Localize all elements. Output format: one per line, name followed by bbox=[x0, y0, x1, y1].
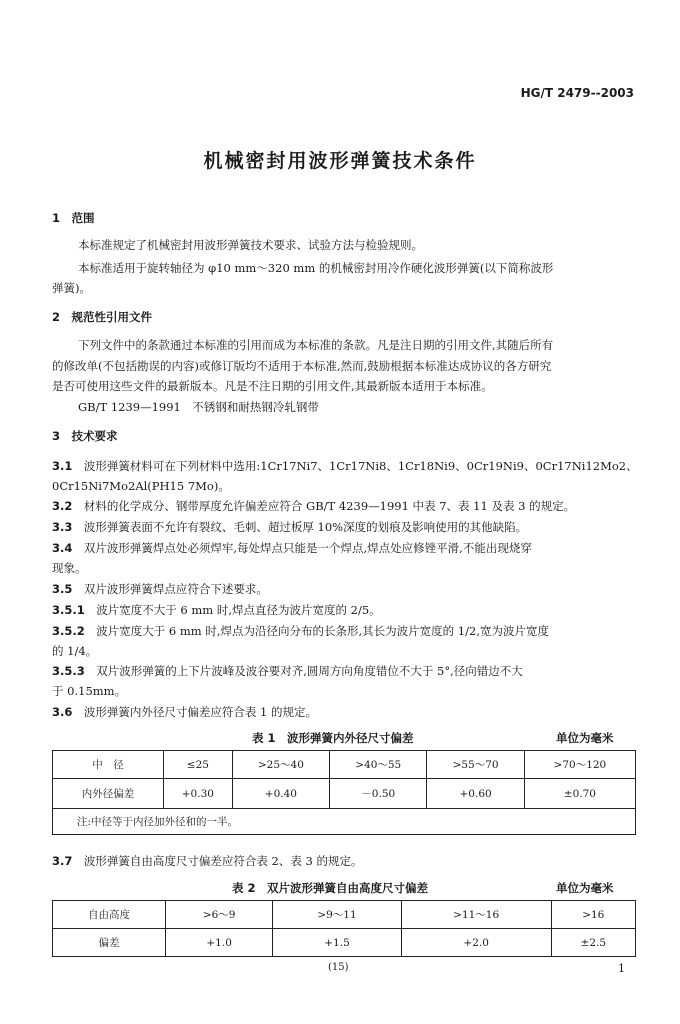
table-1-caption: 表 1 波形弹簧内外径尺寸偏差 bbox=[252, 731, 414, 745]
table-cell: ±2.5 bbox=[551, 929, 635, 957]
clause-text: 波形弹簧表面不允许有裂纹、毛刺、超过板厚 10%深度的划痕及影响使用的其他缺陷。 bbox=[83, 520, 528, 534]
clause-text: 于 0.15mm。 bbox=[52, 684, 127, 698]
table-cell: >55～70 bbox=[427, 751, 524, 779]
section-1-heading bbox=[52, 210, 95, 226]
table-cell: ≤25 bbox=[164, 751, 233, 779]
clause-number: 3.1 bbox=[52, 459, 73, 473]
clause-number: 3.2 bbox=[52, 499, 73, 513]
clause-3-6 bbox=[52, 703, 317, 721]
paragraph: 本标准规定了机械密封用波形弹簧技术要求、试验方法与检验规则。 bbox=[78, 238, 423, 252]
clause-3-5 bbox=[52, 580, 268, 598]
table-1-unit: 单位为毫米 bbox=[556, 731, 614, 745]
section-title: 范围 bbox=[71, 211, 95, 225]
clause-3-5-2 bbox=[52, 622, 549, 640]
paragraph: 本标准适用于旋转轴径为 φ10 mm～320 mm 的机械密封用冷作硬化波形弹簧(以下简称波形 bbox=[78, 261, 554, 275]
section-number: 1 bbox=[52, 211, 61, 225]
clause-number: 3.5.2 bbox=[52, 624, 85, 638]
paragraph: 下列文件中的条款通过本标准的引用而成为本标准的条款。凡是注日期的引用文件,其随后所有 bbox=[78, 338, 554, 352]
paragraph: 是否可使用这些文件的最新版本。凡是不注日期的引用文件,其最新版本适用于本标准。 bbox=[52, 379, 493, 393]
section-number: 3 bbox=[52, 429, 61, 443]
standard-code: HG/T 2479--2003 bbox=[520, 86, 634, 100]
clause-text: 的 1/4。 bbox=[52, 644, 98, 658]
clause-number: 3.4 bbox=[52, 541, 73, 555]
table-header-row bbox=[53, 901, 636, 929]
clause-number: 3.5.3 bbox=[52, 664, 85, 678]
table-cell: >9～11 bbox=[273, 901, 402, 929]
table-2-caption: 表 2 双片波形弹簧自由高度尺寸偏差 bbox=[232, 881, 429, 895]
table-note: 注:中径等于内径加外径和的一半。 bbox=[53, 809, 636, 835]
clause-text: 双片波形弹簧焊点应符合下述要求。 bbox=[83, 582, 268, 596]
clause-3-3 bbox=[52, 518, 527, 536]
paragraph: 弹簧)。 bbox=[52, 281, 91, 295]
section-title: 技术要求 bbox=[71, 429, 118, 443]
table-cell: 中 径 bbox=[53, 751, 164, 779]
table-2 bbox=[52, 900, 636, 957]
table-cell: 内外径偏差 bbox=[53, 779, 164, 809]
clause-text: 双片波形弹簧焊点处必须焊牢,每处焊点只能是一个焊点,焊点处应修锉平滑,不能出现烧穿 bbox=[83, 541, 532, 555]
reference-item: GB/T 1239—1991 不锈钢和耐热钢冷轧钢带 bbox=[78, 400, 319, 414]
clause-3-1 bbox=[52, 457, 638, 475]
table-cell: ±0.70 bbox=[524, 779, 635, 809]
table-cell: >40～55 bbox=[330, 751, 427, 779]
clause-number: 3.5 bbox=[52, 582, 73, 596]
clause-number: 3.7 bbox=[52, 854, 73, 868]
table-cell: >70～120 bbox=[524, 751, 635, 779]
table-header-row bbox=[53, 751, 636, 779]
clause-3-5-1 bbox=[52, 601, 381, 619]
table-cell: >25～40 bbox=[232, 751, 329, 779]
section-number: 2 bbox=[52, 310, 61, 324]
table-cell: +2.0 bbox=[401, 929, 551, 957]
table-cell: >16 bbox=[551, 901, 635, 929]
table-cell: 自由高度 bbox=[53, 901, 166, 929]
page-number-center: (15) bbox=[328, 962, 349, 973]
clause-number: 3.3 bbox=[52, 520, 73, 534]
table-cell: +0.60 bbox=[427, 779, 524, 809]
table-note-row bbox=[53, 809, 636, 835]
document-title: 机械密封用波形弹簧技术条件 bbox=[203, 150, 477, 172]
clause-text: 现象。 bbox=[52, 561, 87, 575]
table-cell: +0.30 bbox=[164, 779, 233, 809]
clause-text: 波片宽度不大于 6 mm 时,焊点直径为波片宽度的 2/5。 bbox=[96, 603, 381, 617]
table-1 bbox=[52, 750, 636, 835]
table-cell: +1.5 bbox=[273, 929, 402, 957]
clause-3-4 bbox=[52, 539, 532, 557]
section-3-heading bbox=[52, 428, 118, 444]
clause-text: 波形弹簧自由高度尺寸偏差应符合表 2、表 3 的规定。 bbox=[83, 854, 363, 868]
table-2-unit: 单位为毫米 bbox=[556, 881, 614, 895]
page-number-right: 1 bbox=[618, 962, 625, 975]
clause-text: 波片宽度大于 6 mm 时,焊点为沿径向分布的长条形,其长为波片宽度的 1/2,宽为波片宽度 bbox=[96, 624, 549, 638]
clause-text: 0Cr15Ni7Mo2Al(PH15 7Mo)。 bbox=[52, 479, 230, 493]
clause-3-7 bbox=[52, 852, 362, 870]
clause-3-5-3 bbox=[52, 662, 523, 680]
paragraph: 的修改单(不包括勘误的内容)或修订版均不适用于本标准,然而,鼓励根据本标准达成协议的各方研究 bbox=[52, 359, 552, 373]
table-cell: >11～16 bbox=[401, 901, 551, 929]
table-cell: >6～9 bbox=[166, 901, 273, 929]
clause-text: 双片波形弹簧的上下片波峰及波谷要对齐,圆周方向角度错位不大于 5°,径向错边不大 bbox=[96, 664, 523, 678]
clause-text: 材料的化学成分、钢带厚度允许偏差应符合 GB/T 4239—1991 中表 7、表 11 及表 3 的规定。 bbox=[83, 499, 576, 513]
table-row bbox=[53, 779, 636, 809]
table-cell: －0.50 bbox=[330, 779, 427, 809]
clause-3-2 bbox=[52, 497, 575, 515]
section-2-heading bbox=[52, 309, 152, 325]
clause-number: 3.5.1 bbox=[52, 603, 85, 617]
section-title: 规范性引用文件 bbox=[71, 310, 153, 324]
clause-text: 波形弹簧材料可在下列材料中选用:1Cr17Ni7、1Cr17Ni8、1Cr18Ni9、0Cr19Ni9、0Cr17Ni12Mo2、 bbox=[83, 459, 638, 473]
clause-text: 波形弹簧内外径尺寸偏差应符合表 1 的规定。 bbox=[83, 705, 318, 719]
clause-number: 3.6 bbox=[52, 705, 73, 719]
table-cell: +0.40 bbox=[232, 779, 329, 809]
table-cell: +1.0 bbox=[166, 929, 273, 957]
table-cell: 偏差 bbox=[53, 929, 166, 957]
table-row bbox=[53, 929, 636, 957]
